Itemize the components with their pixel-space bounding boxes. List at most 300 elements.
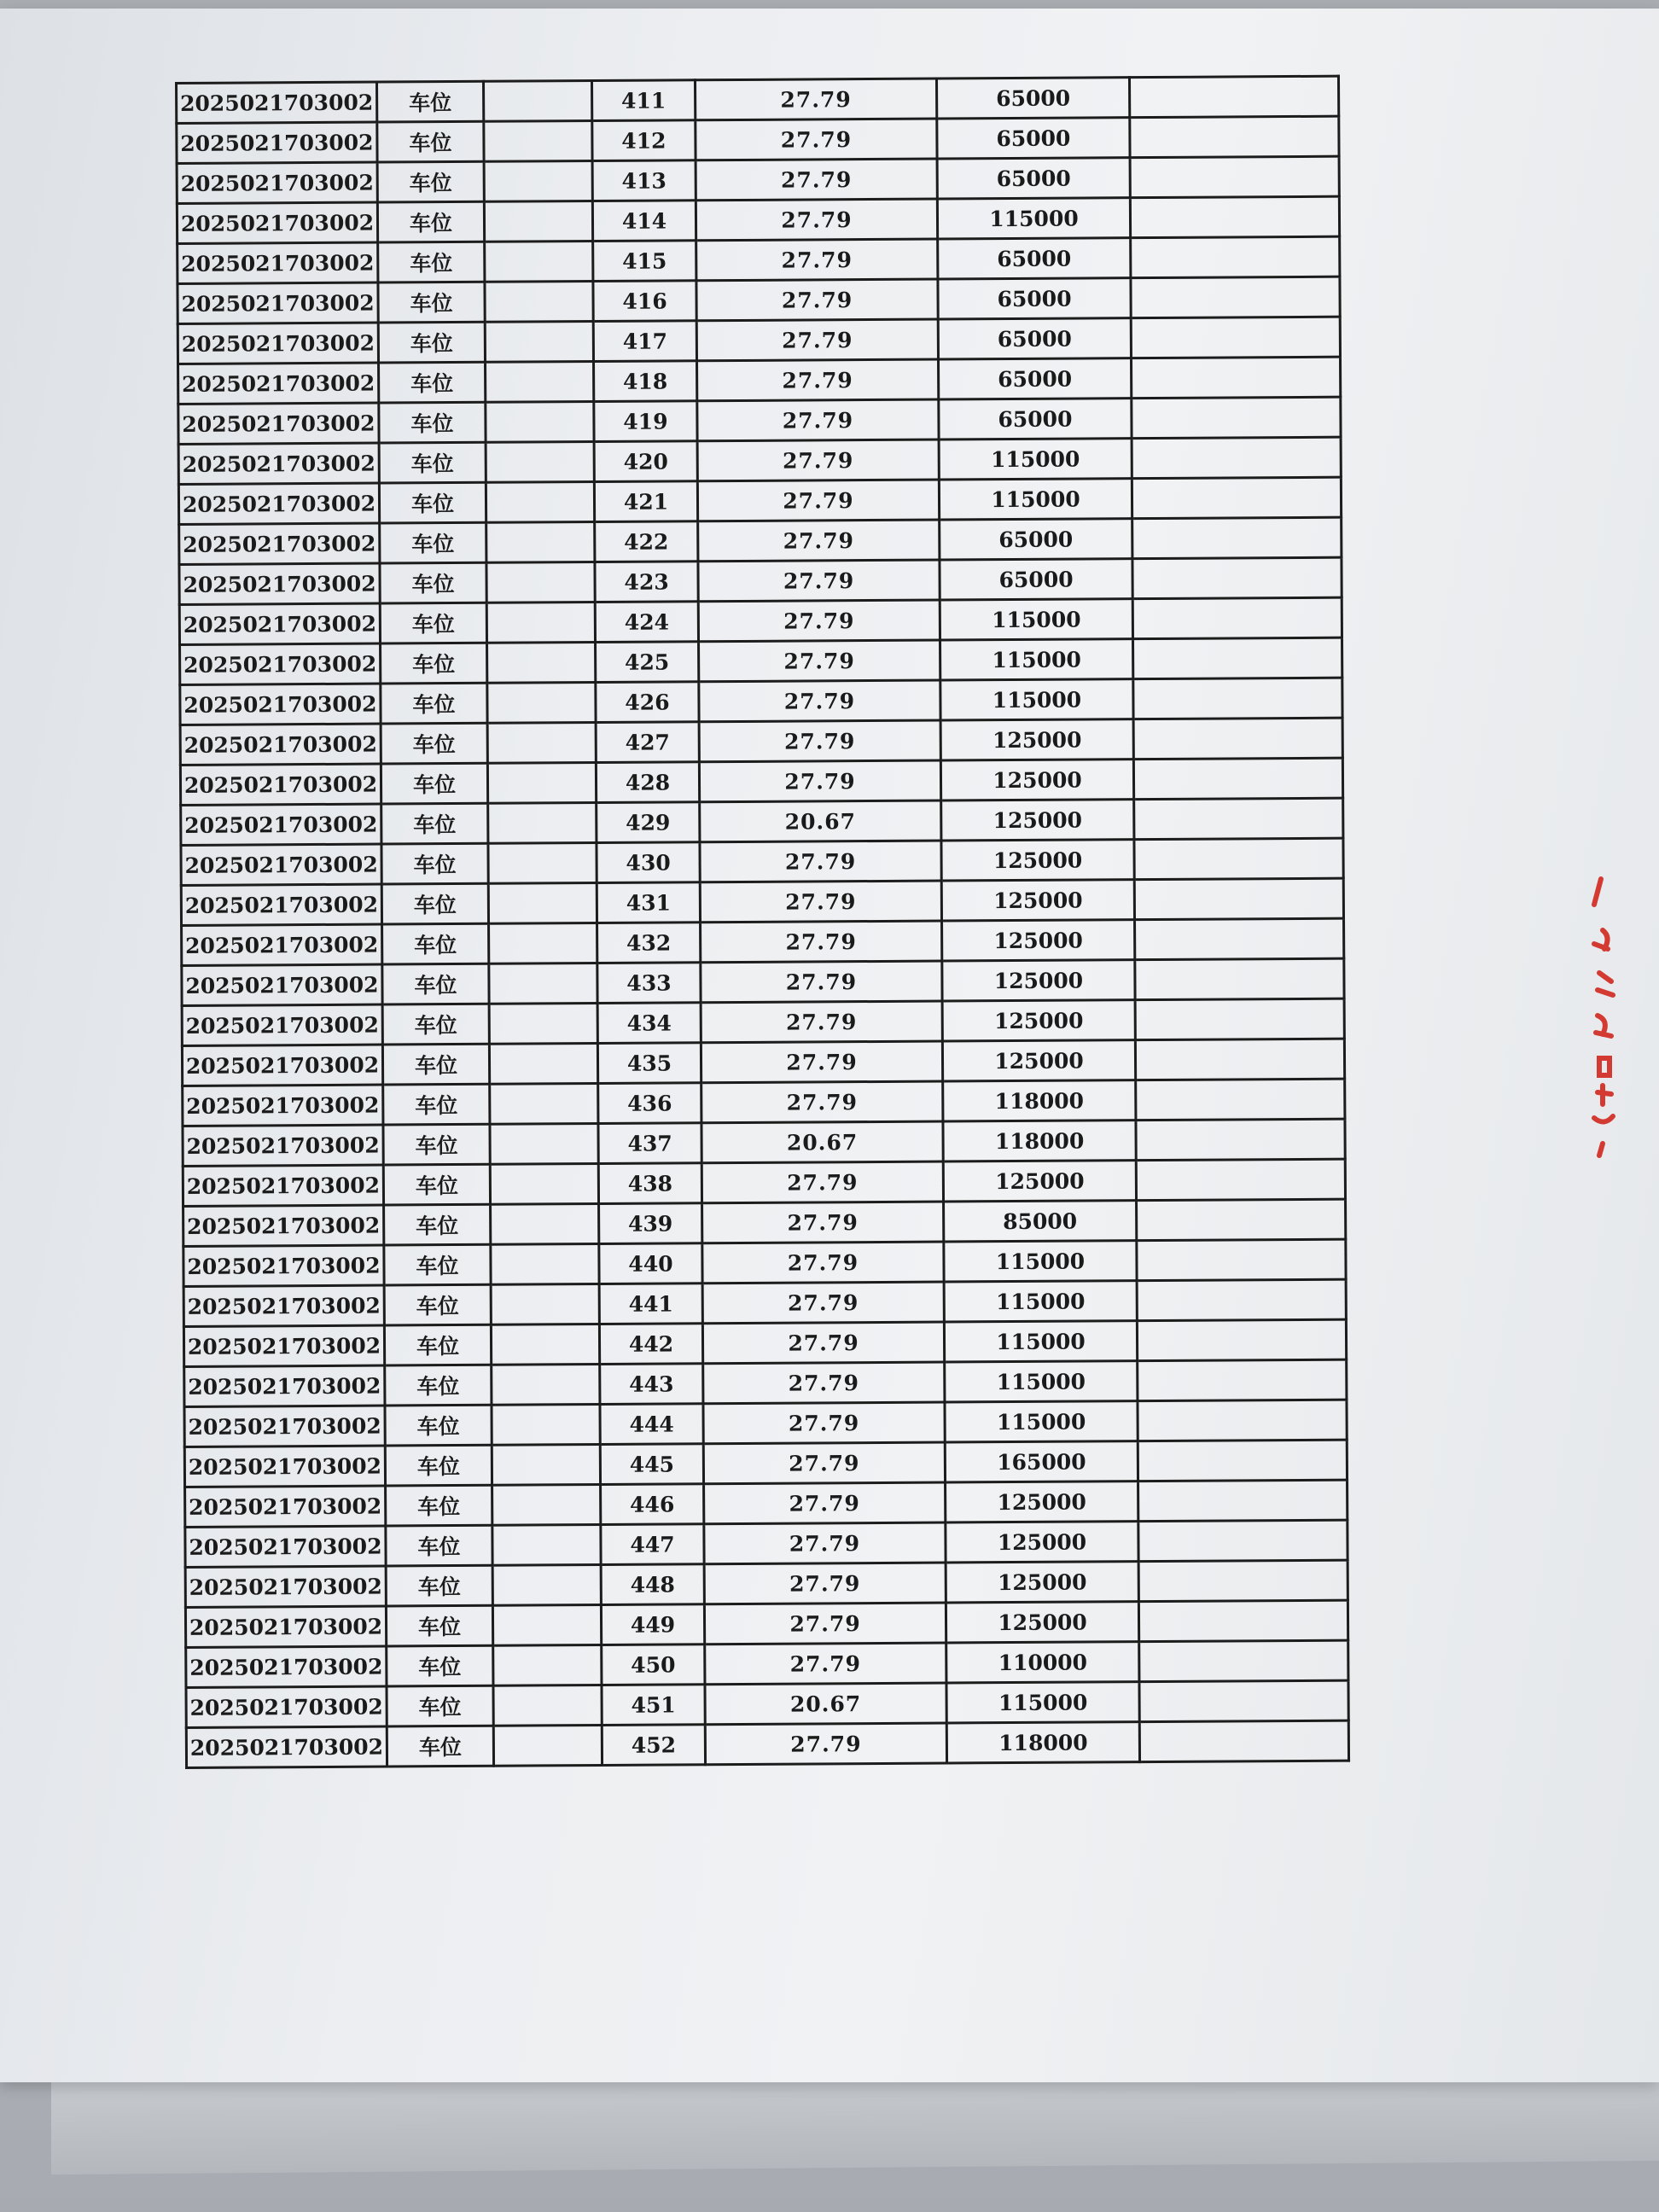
area-cell: 27.79 xyxy=(696,199,937,241)
area-cell: 27.79 xyxy=(698,560,940,602)
space-type-cell: 车位 xyxy=(385,1445,492,1486)
listing-code-cell: 2025021703002 xyxy=(179,523,380,564)
space-number-cell: 432 xyxy=(597,923,701,963)
remark-cell xyxy=(1132,397,1341,438)
listing-code-cell: 2025021703002 xyxy=(185,1486,386,1527)
table-row xyxy=(183,1239,1346,1286)
area-cell: 27.79 xyxy=(705,1643,946,1685)
remark-cell xyxy=(1138,1359,1347,1400)
listing-code-cell: 2025021703002 xyxy=(181,844,381,885)
listing-code-cell: 2025021703002 xyxy=(178,363,379,404)
space-number-cell: 451 xyxy=(602,1685,705,1726)
space-number-cell: 415 xyxy=(593,241,696,282)
remark-cell xyxy=(1139,1720,1348,1761)
space-number-cell: 447 xyxy=(601,1524,704,1565)
space-number-cell: 430 xyxy=(597,842,700,883)
listing-code-cell: 2025021703002 xyxy=(182,1004,382,1045)
area-cell: 20.67 xyxy=(700,800,941,842)
listing-code-cell: 2025021703002 xyxy=(182,924,382,965)
listing-code-cell: 2025021703002 xyxy=(185,1566,386,1607)
table-row xyxy=(177,116,1339,163)
area-cell: 27.79 xyxy=(700,841,941,882)
area-cell: 27.79 xyxy=(699,640,940,682)
remark-cell xyxy=(1136,1159,1345,1200)
price-cell: 115000 xyxy=(940,599,1132,640)
space-number-cell: 420 xyxy=(594,441,697,482)
space-type-cell: 车位 xyxy=(387,1726,493,1767)
table-row xyxy=(184,1400,1347,1447)
area-cell: 27.79 xyxy=(704,1522,946,1564)
area-cell: 27.79 xyxy=(703,1362,945,1404)
blank-cell xyxy=(491,1284,599,1324)
space-type-cell: 车位 xyxy=(378,322,485,363)
remark-cell xyxy=(1133,678,1342,719)
listing-code-cell: 2025021703002 xyxy=(185,1526,386,1567)
listing-code-cell: 2025021703002 xyxy=(177,162,377,203)
space-type-cell: 车位 xyxy=(377,121,484,162)
blank-cell xyxy=(489,1003,597,1044)
remark-cell xyxy=(1135,958,1344,999)
price-cell: 115000 xyxy=(937,198,1130,239)
space-number-cell: 440 xyxy=(599,1243,702,1284)
space-number-cell: 445 xyxy=(600,1444,703,1485)
area-cell: 27.79 xyxy=(704,1603,946,1644)
listing-code-cell: 2025021703002 xyxy=(181,804,381,845)
remark-cell xyxy=(1135,918,1344,959)
blank-cell xyxy=(486,522,595,563)
listing-code-cell: 2025021703002 xyxy=(183,1125,383,1166)
space-type-cell: 车位 xyxy=(384,1324,491,1365)
price-cell: 65000 xyxy=(938,278,1131,319)
table-row xyxy=(183,1279,1346,1326)
blank-cell xyxy=(491,1243,599,1284)
space-type-cell: 车位 xyxy=(379,402,486,443)
space-type-cell: 车位 xyxy=(386,1565,492,1606)
blank-cell xyxy=(492,1364,600,1405)
price-cell: 125000 xyxy=(946,1522,1138,1563)
blank-cell xyxy=(489,963,597,1004)
price-cell: 65000 xyxy=(939,358,1132,399)
table-row xyxy=(182,998,1344,1045)
blank-cell xyxy=(484,121,592,162)
table-row xyxy=(182,918,1344,965)
area-cell: 27.79 xyxy=(697,480,939,521)
remark-cell xyxy=(1131,317,1340,358)
blank-cell xyxy=(484,161,592,202)
remark-cell xyxy=(1133,718,1342,759)
space-number-cell: 439 xyxy=(599,1203,702,1244)
table-row xyxy=(183,1199,1346,1246)
listing-code-cell: 2025021703002 xyxy=(181,884,381,925)
price-cell: 115000 xyxy=(940,639,1133,680)
remark-cell xyxy=(1138,1440,1347,1481)
remark-cell xyxy=(1138,1400,1347,1441)
listing-code-cell: 2025021703002 xyxy=(183,1325,384,1366)
space-type-cell: 车位 xyxy=(381,723,487,764)
table-row xyxy=(179,597,1342,644)
area-cell: 20.67 xyxy=(705,1683,946,1725)
space-type-cell: 车位 xyxy=(378,282,485,323)
listing-code-cell: 2025021703002 xyxy=(186,1726,387,1767)
blank-cell xyxy=(486,362,594,403)
remark-cell xyxy=(1133,758,1342,799)
table-row xyxy=(183,1079,1345,1126)
space-type-cell: 车位 xyxy=(380,562,486,603)
space-number-cell: 452 xyxy=(602,1725,705,1766)
price-cell: 115000 xyxy=(945,1361,1138,1402)
price-cell: 125000 xyxy=(942,1000,1135,1041)
table-body xyxy=(177,76,1349,1767)
listing-code-cell: 2025021703002 xyxy=(178,483,379,524)
table-row xyxy=(178,477,1341,524)
table-row xyxy=(181,798,1343,845)
area-cell: 27.79 xyxy=(698,600,940,642)
remark-cell xyxy=(1130,196,1339,237)
price-cell: 125000 xyxy=(941,880,1134,921)
price-cell: 65000 xyxy=(937,158,1130,199)
space-number-cell: 411 xyxy=(592,80,696,121)
space-number-cell: 424 xyxy=(595,602,698,643)
space-number-cell: 434 xyxy=(597,1003,701,1044)
listing-code-cell: 2025021703002 xyxy=(183,1085,383,1126)
table-row xyxy=(180,678,1342,725)
price-cell: 115000 xyxy=(944,1241,1137,1282)
space-type-cell: 车位 xyxy=(381,883,488,924)
listing-code-cell: 2025021703002 xyxy=(184,1446,385,1487)
remark-cell xyxy=(1132,437,1341,478)
document-page xyxy=(0,9,1659,2082)
remark-cell xyxy=(1138,1480,1348,1521)
area-cell: 27.79 xyxy=(699,720,940,762)
area-cell: 27.79 xyxy=(705,1723,946,1765)
blank-cell xyxy=(484,81,592,122)
space-type-cell: 车位 xyxy=(382,923,489,964)
table-row xyxy=(179,557,1342,604)
blank-cell xyxy=(487,723,596,764)
table-row xyxy=(183,1159,1345,1206)
table-row xyxy=(178,437,1341,484)
table-row xyxy=(182,958,1344,1005)
listing-code-cell: 2025021703002 xyxy=(178,323,378,364)
table-row xyxy=(182,1039,1344,1086)
table-row xyxy=(177,76,1339,123)
space-type-cell: 车位 xyxy=(384,1204,491,1245)
space-type-cell: 车位 xyxy=(379,442,486,483)
remark-cell xyxy=(1139,1640,1348,1681)
space-number-cell: 418 xyxy=(594,361,697,402)
table-row xyxy=(178,397,1341,444)
blank-cell xyxy=(487,763,596,804)
price-cell: 118000 xyxy=(946,1722,1139,1763)
blank-cell xyxy=(492,1524,601,1565)
area-cell: 27.79 xyxy=(697,439,939,481)
space-number-cell: 414 xyxy=(592,201,696,242)
remark-cell xyxy=(1138,1560,1348,1601)
blank-cell xyxy=(487,683,596,724)
parking-space-table xyxy=(175,75,1350,1769)
remark-cell xyxy=(1137,1279,1346,1320)
price-cell: 65000 xyxy=(939,399,1132,439)
price-cell: 125000 xyxy=(943,1161,1136,1202)
area-cell: 27.79 xyxy=(695,79,936,120)
space-number-cell: 417 xyxy=(593,321,696,362)
space-type-cell: 车位 xyxy=(386,1485,492,1526)
remark-cell xyxy=(1131,357,1340,398)
space-number-cell: 429 xyxy=(597,802,700,843)
blank-cell xyxy=(489,923,597,963)
space-type-cell: 车位 xyxy=(387,1685,493,1726)
listing-code-cell: 2025021703002 xyxy=(178,282,378,323)
area-cell: 27.79 xyxy=(697,359,939,401)
price-cell: 115000 xyxy=(946,1682,1139,1723)
remark-cell xyxy=(1129,76,1338,117)
area-cell: 27.79 xyxy=(703,1442,945,1484)
remark-cell xyxy=(1137,1319,1346,1360)
blank-cell xyxy=(486,442,594,483)
price-cell: 125000 xyxy=(941,840,1134,881)
space-number-cell: 428 xyxy=(596,762,699,803)
area-cell: 27.79 xyxy=(696,119,937,160)
space-number-cell: 450 xyxy=(602,1644,705,1685)
table-row xyxy=(178,236,1340,283)
price-cell: 115000 xyxy=(945,1401,1138,1442)
blank-cell xyxy=(489,1043,597,1084)
price-cell: 110000 xyxy=(946,1642,1139,1683)
space-number-cell: 413 xyxy=(592,160,696,201)
space-type-cell: 车位 xyxy=(386,1525,492,1566)
table-row xyxy=(185,1520,1348,1567)
space-type-cell: 车位 xyxy=(379,362,486,403)
space-number-cell: 412 xyxy=(592,120,696,161)
space-type-cell: 车位 xyxy=(386,1605,492,1646)
listing-code-cell: 2025021703002 xyxy=(179,603,380,644)
table-row xyxy=(178,357,1341,404)
table-row xyxy=(180,718,1342,765)
price-cell: 125000 xyxy=(946,1562,1138,1603)
space-type-cell: 车位 xyxy=(381,763,487,804)
listing-code-cell: 2025021703002 xyxy=(186,1686,387,1727)
remark-cell xyxy=(1132,517,1342,558)
price-cell: 115000 xyxy=(940,679,1133,720)
space-number-cell: 449 xyxy=(601,1604,704,1645)
listing-code-cell: 2025021703002 xyxy=(186,1646,387,1687)
price-cell: 85000 xyxy=(944,1201,1137,1242)
listing-code-cell: 2025021703002 xyxy=(184,1406,385,1447)
listing-code-cell: 2025021703002 xyxy=(180,764,381,805)
table-row xyxy=(183,1319,1346,1366)
space-number-cell: 425 xyxy=(596,642,699,683)
area-cell: 27.79 xyxy=(701,921,942,963)
listing-code-cell: 2025021703002 xyxy=(183,1165,383,1206)
remark-cell xyxy=(1137,1239,1346,1280)
remark-cell xyxy=(1139,1680,1348,1721)
area-cell: 27.79 xyxy=(696,239,938,281)
space-type-cell: 车位 xyxy=(385,1365,492,1406)
table-row xyxy=(180,637,1342,684)
space-number-cell: 446 xyxy=(601,1484,704,1525)
table-row xyxy=(184,1359,1347,1406)
space-type-cell: 车位 xyxy=(380,602,486,643)
area-cell: 27.79 xyxy=(701,961,942,1003)
price-cell: 115000 xyxy=(939,439,1132,480)
price-cell: 165000 xyxy=(945,1441,1138,1482)
blank-cell xyxy=(492,1444,600,1485)
listing-code-cell: 2025021703002 xyxy=(178,242,378,283)
listing-code-cell: 2025021703002 xyxy=(177,202,377,243)
listing-code-cell: 2025021703002 xyxy=(185,1606,386,1647)
space-number-cell: 436 xyxy=(598,1083,701,1124)
price-cell: 125000 xyxy=(940,760,1133,800)
price-cell: 125000 xyxy=(941,800,1134,841)
space-type-cell: 车位 xyxy=(381,643,487,684)
remark-cell xyxy=(1134,878,1343,919)
table-row xyxy=(178,276,1340,323)
blank-cell xyxy=(491,1203,599,1244)
remark-cell xyxy=(1132,477,1341,518)
blank-cell xyxy=(492,1564,601,1605)
area-cell: 27.79 xyxy=(696,319,938,361)
blank-cell xyxy=(485,242,593,282)
space-number-cell: 419 xyxy=(594,401,697,442)
table-row xyxy=(177,156,1339,203)
price-cell: 65000 xyxy=(938,318,1131,359)
remark-cell xyxy=(1130,156,1339,197)
listing-code-cell: 2025021703002 xyxy=(178,443,379,484)
red-seal-stamp-fragment xyxy=(1569,862,1637,1169)
space-type-cell: 车位 xyxy=(381,683,487,724)
space-type-cell: 车位 xyxy=(383,1124,490,1165)
area-cell: 27.79 xyxy=(699,680,940,722)
blank-cell xyxy=(492,1604,601,1645)
remark-cell xyxy=(1130,116,1339,157)
space-number-cell: 433 xyxy=(597,963,701,1004)
space-number-cell: 427 xyxy=(596,722,699,763)
area-cell: 27.79 xyxy=(701,1041,942,1083)
blank-cell xyxy=(485,282,593,323)
space-number-cell: 437 xyxy=(598,1123,701,1164)
area-cell: 27.79 xyxy=(702,1282,944,1324)
space-type-cell: 车位 xyxy=(384,1244,491,1285)
space-number-cell: 444 xyxy=(600,1404,703,1445)
blank-cell xyxy=(490,1083,598,1124)
area-cell: 27.79 xyxy=(696,279,938,321)
table-row xyxy=(181,878,1343,925)
price-cell: 125000 xyxy=(942,960,1135,1001)
blank-cell xyxy=(493,1644,602,1685)
listing-code-cell: 2025021703002 xyxy=(183,1285,384,1326)
table-row xyxy=(185,1480,1348,1527)
table-row xyxy=(185,1600,1348,1647)
listing-code-cell: 2025021703002 xyxy=(182,1045,382,1086)
space-type-cell: 车位 xyxy=(384,1284,491,1325)
space-type-cell: 车位 xyxy=(378,242,485,282)
blank-cell xyxy=(485,322,593,363)
blank-cell xyxy=(490,1123,598,1164)
space-number-cell: 441 xyxy=(599,1284,702,1324)
space-number-cell: 416 xyxy=(593,281,696,322)
remark-cell xyxy=(1138,1600,1348,1641)
blank-cell xyxy=(486,562,595,603)
space-number-cell: 448 xyxy=(601,1564,704,1605)
space-type-cell: 车位 xyxy=(379,482,486,523)
listing-code-cell: 2025021703002 xyxy=(177,122,377,163)
blank-cell xyxy=(484,201,592,242)
price-cell: 118000 xyxy=(943,1121,1136,1161)
space-number-cell: 431 xyxy=(597,882,700,923)
price-cell: 125000 xyxy=(942,1040,1135,1081)
space-number-cell: 435 xyxy=(597,1043,701,1084)
remark-cell xyxy=(1136,1119,1345,1160)
area-cell: 27.79 xyxy=(698,520,940,562)
blank-cell xyxy=(488,842,597,883)
remark-cell xyxy=(1134,798,1343,839)
price-cell: 115000 xyxy=(944,1281,1137,1322)
listing-code-cell: 2025021703002 xyxy=(179,563,380,604)
remark-cell xyxy=(1135,998,1344,1039)
area-cell: 27.79 xyxy=(697,399,939,441)
listing-code-cell: 2025021703002 xyxy=(183,1245,384,1286)
table-row xyxy=(180,758,1342,805)
remark-cell xyxy=(1137,1199,1346,1240)
area-cell: 20.67 xyxy=(701,1121,943,1163)
price-cell: 118000 xyxy=(943,1080,1136,1121)
remark-cell xyxy=(1133,637,1342,678)
price-cell: 115000 xyxy=(944,1321,1137,1362)
price-cell: 125000 xyxy=(946,1481,1138,1522)
space-type-cell: 车位 xyxy=(387,1645,493,1686)
listing-code-cell: 2025021703002 xyxy=(178,403,379,444)
listing-code-cell: 2025021703002 xyxy=(182,964,382,1005)
listing-code-cell: 2025021703002 xyxy=(183,1205,384,1246)
area-cell: 27.79 xyxy=(701,1161,943,1203)
blank-cell xyxy=(488,882,597,923)
price-cell: 65000 xyxy=(940,519,1132,560)
remark-cell xyxy=(1135,1039,1344,1080)
area-cell: 27.79 xyxy=(701,1081,943,1123)
space-number-cell: 421 xyxy=(594,481,697,522)
table-row xyxy=(181,838,1343,885)
table-row xyxy=(186,1720,1348,1767)
space-type-cell: 车位 xyxy=(382,1004,489,1045)
table-row xyxy=(186,1680,1348,1727)
area-cell: 27.79 xyxy=(704,1482,946,1524)
price-cell: 65000 xyxy=(938,238,1131,279)
area-cell: 27.79 xyxy=(702,1242,944,1284)
remark-cell xyxy=(1131,236,1340,277)
area-cell: 27.79 xyxy=(700,881,941,923)
area-cell: 27.79 xyxy=(701,1001,942,1043)
price-cell: 65000 xyxy=(936,78,1129,119)
price-cell: 125000 xyxy=(942,920,1135,961)
table-row xyxy=(178,317,1340,364)
price-cell: 125000 xyxy=(940,719,1133,760)
space-type-cell: 车位 xyxy=(377,201,484,242)
space-number-cell: 443 xyxy=(600,1364,703,1405)
space-type-cell: 车位 xyxy=(383,1084,490,1125)
table-row xyxy=(177,196,1339,243)
space-type-cell: 车位 xyxy=(380,522,486,563)
space-number-cell: 442 xyxy=(599,1324,702,1365)
listing-code-cell: 2025021703002 xyxy=(180,684,381,725)
space-type-cell: 车位 xyxy=(382,963,489,1004)
blank-cell xyxy=(490,1163,598,1204)
blank-cell xyxy=(492,1404,600,1445)
blank-cell xyxy=(486,402,594,443)
listing-code-cell: 2025021703002 xyxy=(177,82,377,123)
table-row xyxy=(184,1440,1347,1487)
area-cell: 27.79 xyxy=(699,760,940,802)
blank-cell xyxy=(486,482,594,523)
